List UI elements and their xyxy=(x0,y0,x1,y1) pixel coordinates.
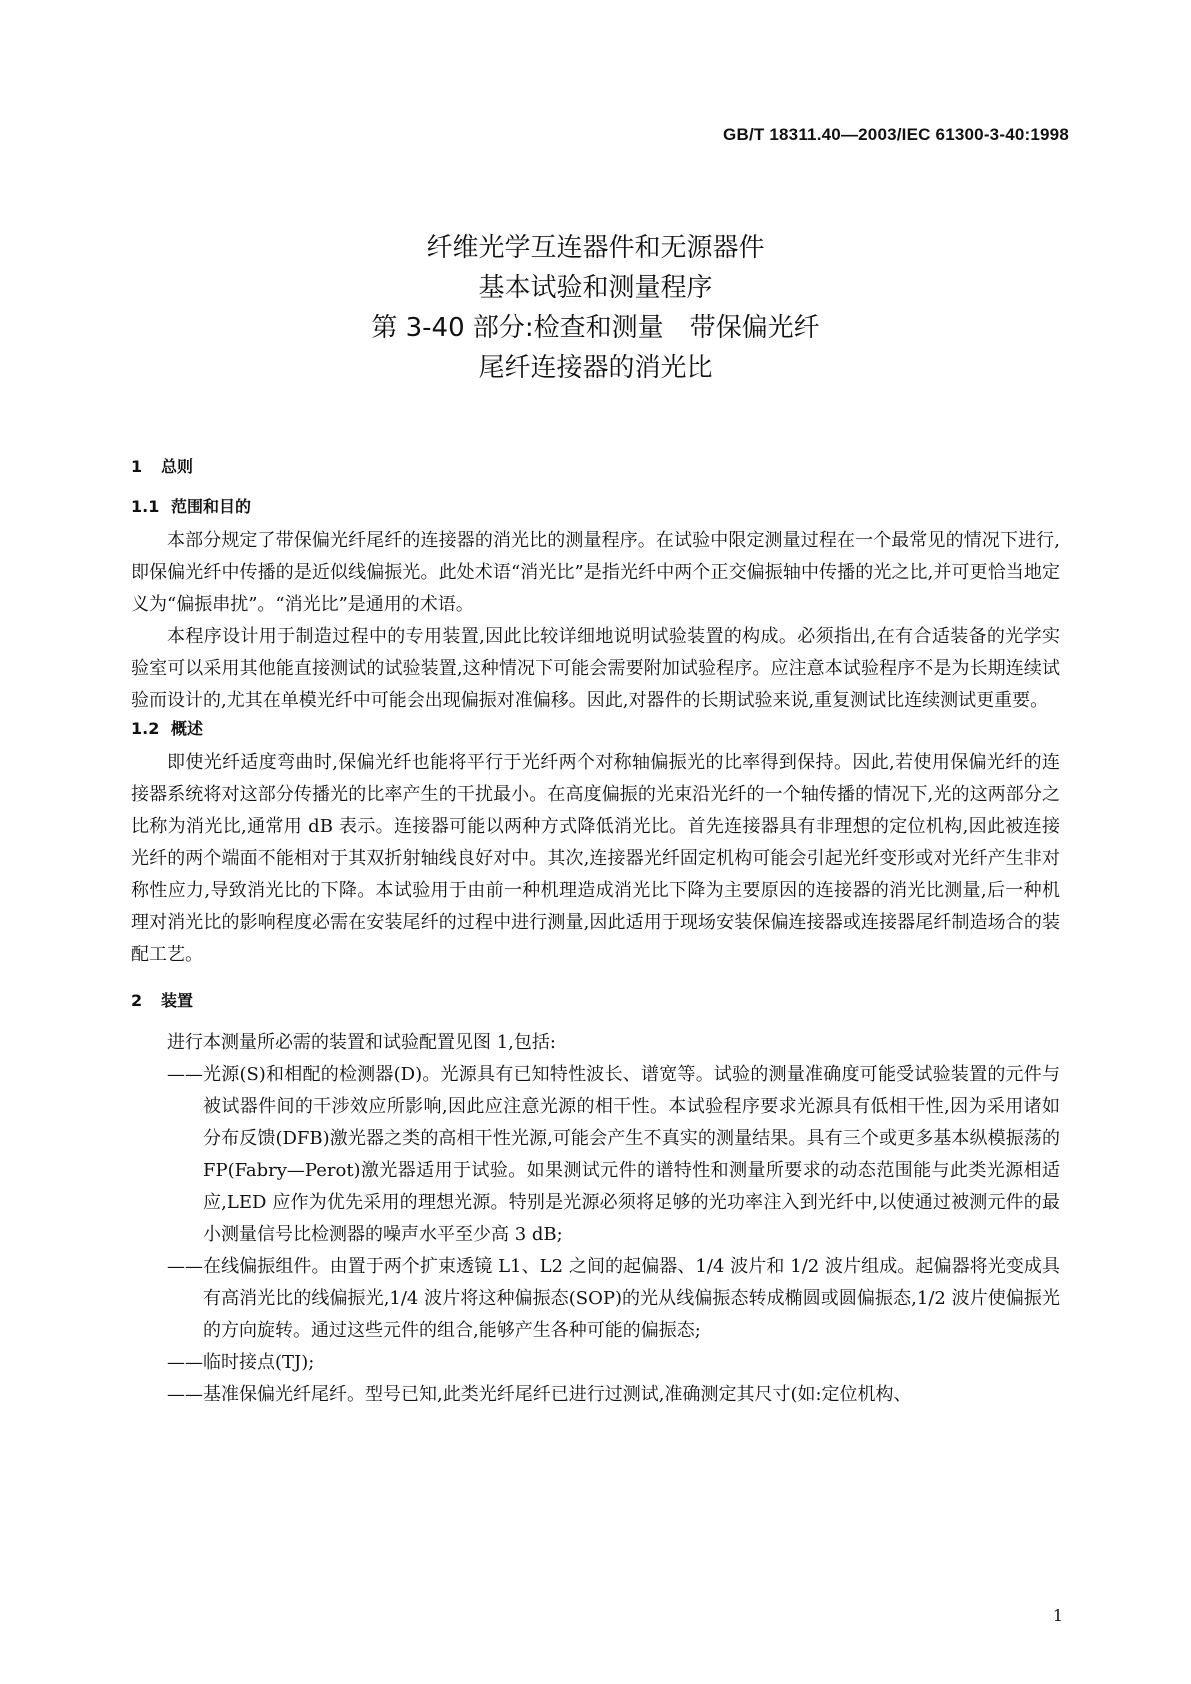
paragraph: 即使光纤适度弯曲时,保偏光纤也能将平行于光纤两个对称轴偏振光的比率得到保持。因此,若使用保偏光纤的连接器系统将对这部分传播光的比率产生的干扰最小。在高度偏振的光束沿光纤的一个轴传播的情况下,光的这两部分之比称为消光比,通常用 dB 表示。连接器可能以两种方式降低消光比。首先连接器具有非理想的定位机构,因此被连接光纤的两个端面不能相对于其双折射轴线良好对中。其次,连接器光纤固定机构可能会引起光纤变形或对光纤产生非对称性应力,导致消光比的下降。本试验用于由前一种机理造成消光比下降为主要原因的连接器的消光比测量,后一种机理对消光比的影响程度必需在安装尾纤的过程中进行测量,因此适用于现场安装保偏连接器或连接器尾纤制造场合的装配工艺。 xyxy=(131,752,1060,965)
title-line-3: 第 3-40 部分:检查和测量 带保偏光纤 xyxy=(371,313,820,343)
document-title xyxy=(160,228,1031,388)
dash-marker: —— xyxy=(167,1256,203,1277)
page-number: 1 xyxy=(1052,1606,1063,1625)
section-2-intro: 进行本测量所必需的装置和试验配置见图 1,包括: xyxy=(167,1032,556,1053)
title-line-1: 纤维光学互连器件和无源器件 xyxy=(426,233,765,263)
section-1-1-heading xyxy=(131,495,1060,519)
section-1-2-number: 1.2 xyxy=(131,719,160,738)
paragraph: 本程序设计用于制造过程中的专用装置,因此比较详细地说明试验装置的构成。必须指出,在有合适装备的光学实验室可以采用其他能直接测试的试验装置,这种情况下可能会需要附加试验程序。应注意本试验程序不是为长期连续试验而设计的,尤其在单模光纤中可能会出现偏振对准偏移。因此,对器件的长期试验来说,重复测试比连续测试更重要。 xyxy=(131,626,1060,711)
section-1-2-heading xyxy=(131,717,1060,741)
section-1-2-title: 概述 xyxy=(171,719,204,738)
section-1-heading xyxy=(131,455,1060,479)
dash-marker: —— xyxy=(167,1064,203,1085)
section-1-1-number: 1.1 xyxy=(131,497,160,516)
standard-code: GB/T 18311.40—2003/IEC 61300-3-40:1998 xyxy=(723,125,1069,144)
list-item-text: 光源(S)和相配的检测器(D)。光源具有已知特性波长、谱宽等。试验的测量准确度可能受试验装置的元件与被试器件间的干涉效应所影响,因此应注意光源的相干性。本试验程序要求光源具有低相干性,因为采用诸如分布反馈(DFB)激光器之类的高相干性光源,可能会产生不真实的测量结果。具有三个或更多基本纵模振荡的 FP(Fabry—Perot)激光器适用于试验。如果测试元件的谱特性和测量所要求的动态范围能与此类光源相适应,LED 应作为优先采用的理想光源。特别是光源必须将足够的光功率注入到光纤中,以使通过被测元件的最小测量信号比检测器的噪声水平至少高 3 dB; xyxy=(203,1064,1060,1245)
list-item xyxy=(131,1059,1060,1251)
title-line-4: 尾纤连接器的消光比 xyxy=(478,353,713,383)
dash-marker: —— xyxy=(167,1384,203,1405)
section-1-1-title: 范围和目的 xyxy=(171,497,252,516)
list-item-text: 在线偏振组件。由置于两个扩束透镜 L1、L2 之间的起偏器、1/4 波片和 1/2 波片组成。起偏器将光变成具有高消光比的线偏振光,1/4 波片将这种偏振态(SOP)的光从线偏振态转成椭圆或圆偏振态,1/2 波片使偏振光的方向旋转。通过这些元件的组合,能够产生各种可能的偏振态; xyxy=(203,1256,1060,1341)
dash-marker: —— xyxy=(167,1352,203,1373)
section-2-number: 2 xyxy=(131,991,143,1010)
section-1-title: 总则 xyxy=(161,457,194,476)
list-item xyxy=(131,1251,1060,1347)
section-1-number: 1 xyxy=(131,457,143,476)
document-body xyxy=(131,455,1060,1411)
list-item xyxy=(131,1379,1060,1411)
list-item-text: 基准保偏光纤尾纤。型号已知,此类光纤尾纤已进行过测试,准确测定其尺寸(如:定位机构、 xyxy=(203,1384,912,1405)
list-item-text: 临时接点(TJ); xyxy=(203,1352,315,1373)
title-line-2: 基本试验和测量程序 xyxy=(478,273,713,303)
paragraph: 本部分规定了带保偏光纤尾纤的连接器的消光比的测量程序。在试验中限定测量过程在一个最常见的情况下进行,即保偏光纤中传播的是近似线偏振光。此处术语“消光比”是指光纤中两个正交偏振轴中传播的光之比,并可更恰当地定义为“偏振串扰”。“消光比”是通用的术语。 xyxy=(131,530,1060,615)
list-item xyxy=(131,1347,1060,1379)
section-2-title: 装置 xyxy=(161,991,194,1010)
section-2-heading xyxy=(131,989,1060,1013)
